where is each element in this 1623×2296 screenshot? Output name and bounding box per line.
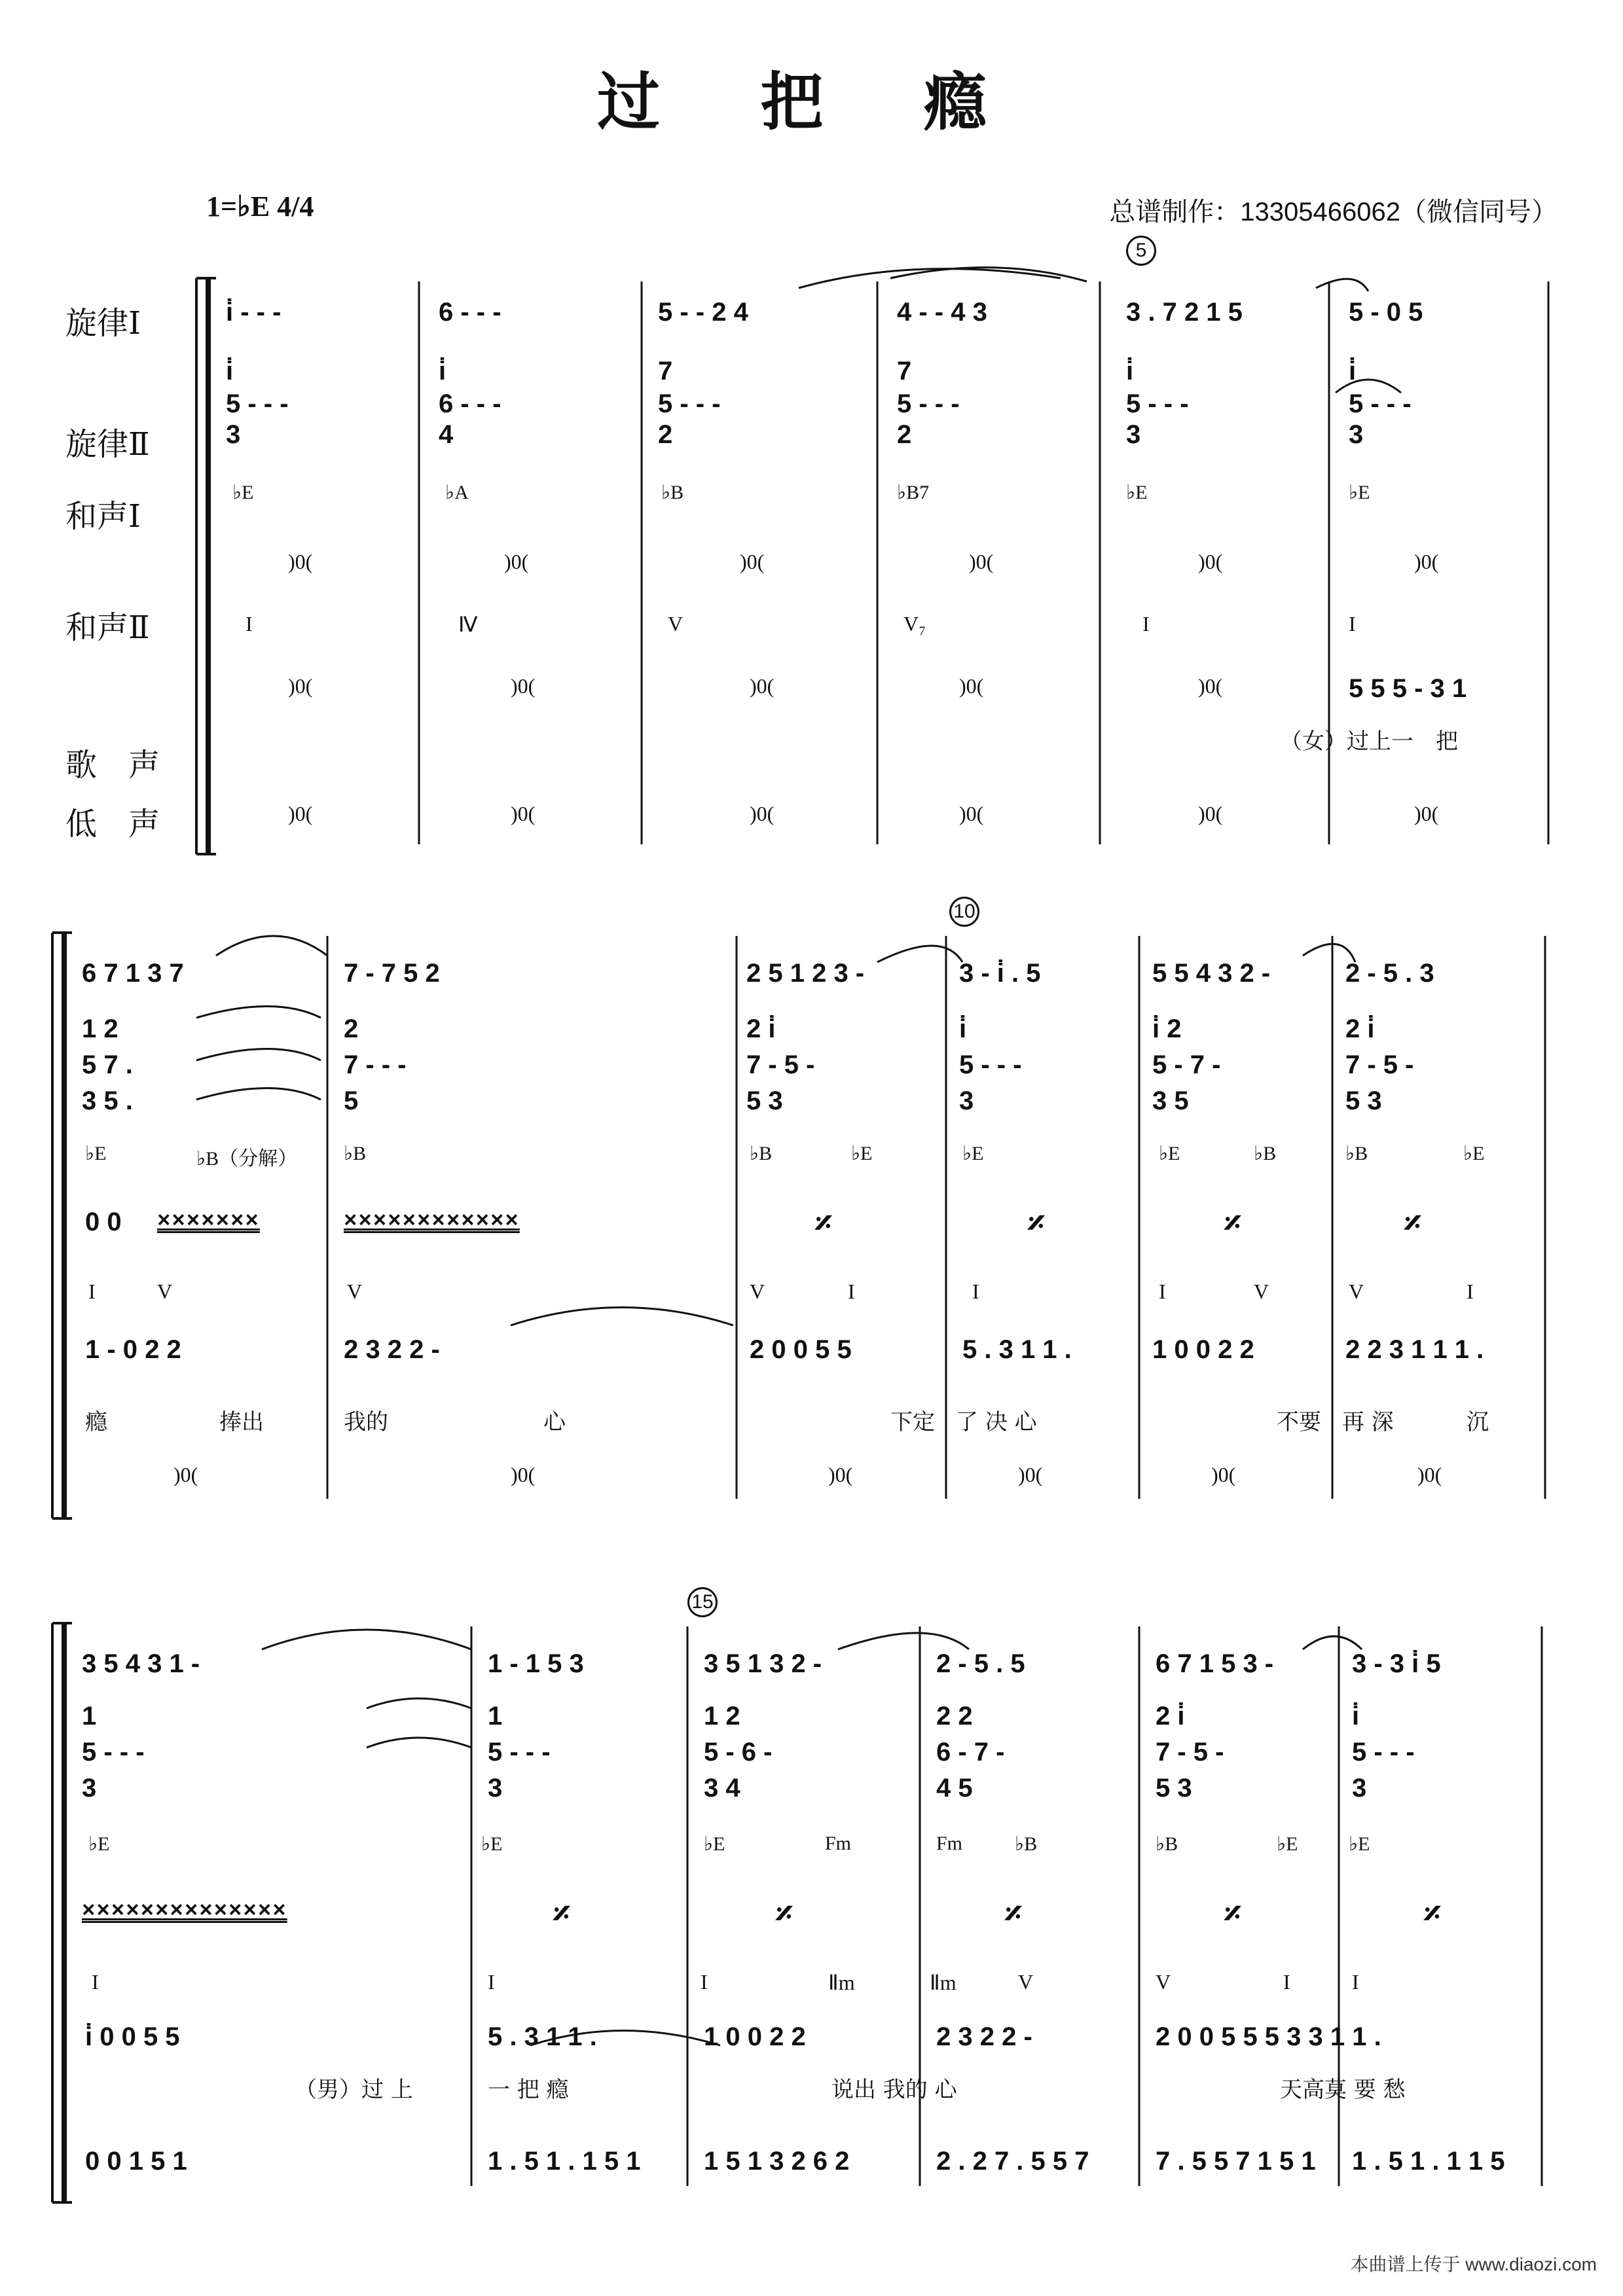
s2-m2-bot4: 3	[959, 1086, 974, 1115]
s3-bass-bar5: 7 . 5 5 7 1 5 1	[1156, 2147, 1316, 2176]
s1-m2-mid1: 5 - - -	[226, 389, 289, 418]
s1-m1-bar5: 3 . 7 2 1 5	[1126, 298, 1243, 327]
s3-chord3: ♭E	[704, 1833, 725, 1855]
s2-song-bar3: 2 0 0 5 5	[750, 1335, 852, 1364]
site-watermark: 本曲谱上传于 www.diaozi.com	[1350, 2254, 1597, 2274]
s2-roman9: V	[1349, 1280, 1364, 1303]
s2-roman8: V	[1254, 1280, 1269, 1303]
s3-m2-top6: i̇	[1352, 1702, 1360, 1731]
s2-h1-repeat4: 𝄎	[1404, 1204, 1421, 1244]
s2-roman4: V	[750, 1280, 765, 1303]
s3-chord4: Fm	[825, 1833, 852, 1854]
s2-chord4: ♭B	[750, 1143, 773, 1164]
s2-roman2: V	[157, 1280, 173, 1303]
s2-lyric7: 不要	[1277, 1409, 1321, 1435]
s2-lyric5: 下定	[890, 1409, 935, 1435]
s2-roman5: I	[848, 1280, 855, 1303]
s2-lyric8: 再 深	[1342, 1409, 1394, 1435]
s3-chord9: ♭E	[1349, 1833, 1370, 1855]
s2-m2-top2: 2	[344, 1014, 359, 1043]
s1-m2-bot6: 3	[1349, 420, 1364, 449]
s3-lyric4: 天高莫 要 愁	[1280, 2077, 1406, 2103]
s2-bass-rest4: )0(	[1018, 1463, 1043, 1486]
s2-m2-top5: i̇ 2	[1152, 1014, 1182, 1043]
s3-roman8: I	[1283, 1970, 1290, 1994]
s3-m1-bar2: 1 - 1 5 3	[488, 1649, 584, 1678]
s1-h2-rest4: )0(	[959, 674, 984, 698]
s3-roman9: I	[1352, 1970, 1359, 1994]
s2-song-bar4: 5 . 3 1 1 .	[962, 1335, 1072, 1364]
s2-h1-x2: ××××××××××××	[344, 1210, 520, 1234]
s3-m2-mid3: 5 - 6 -	[704, 1738, 773, 1767]
s2-m2-top4: i̇	[959, 1014, 967, 1043]
s3-m1-bar6: 3 - 3 i̇ 5	[1352, 1649, 1441, 1678]
s3-m2-mid6: 5 - - -	[1352, 1738, 1415, 1767]
s2-m1-bar3: 2 5 1 2 3 -	[746, 959, 865, 988]
s3-m1-bar1: 3 5 4 3 1 -	[82, 1649, 200, 1678]
s2-lyric6: 了 决 心	[956, 1409, 1037, 1435]
s2-m1-bar6: 2 - 5 . 3	[1345, 959, 1434, 988]
part-label-melody2: 旋律Ⅱ	[65, 426, 150, 463]
s2-lyric2: 捧出	[219, 1409, 264, 1435]
s1-m2-top6: i̇	[1349, 357, 1357, 386]
part-label-melody1: 旋律Ⅰ	[65, 305, 141, 342]
s1-m2-top5: i̇	[1126, 357, 1134, 386]
s2-roman7: I	[1159, 1280, 1166, 1303]
s3-h1-repeat3: 𝄎	[1005, 1895, 1022, 1934]
s1-m2-top3: 7	[658, 357, 673, 386]
s2-lyric3: 我的	[344, 1409, 388, 1435]
s1-m2-bot2: 4	[439, 420, 454, 449]
s2-chord3: ♭B	[344, 1143, 367, 1164]
s3-m2-mid4: 6 - 7 -	[936, 1738, 1005, 1767]
s2-bass-rest1: )0(	[173, 1463, 198, 1486]
s3-h1-x1: ××××××××××××××	[82, 1899, 287, 1924]
s2-chord7: ♭E	[1159, 1143, 1180, 1164]
s1-bass-rest3: )0(	[750, 802, 775, 825]
s2-m1-bar2: 7 - 7 5 2	[344, 959, 440, 988]
s2-bass-rest5: )0(	[1211, 1463, 1236, 1486]
s2-song-bar6: 2 2 3 1 1 1 .	[1345, 1335, 1484, 1364]
s1-roman4: V₇	[903, 612, 926, 636]
s2-chord1: ♭E	[85, 1143, 107, 1164]
s1-m2-bot3: 2	[658, 420, 673, 449]
s1-m2-bot5: 3	[1126, 420, 1141, 449]
s1-h1-rest1: )0(	[288, 550, 313, 573]
s3-m2-bot4: 4 5	[936, 1774, 973, 1803]
s3-h1-repeat1: 𝄎	[553, 1895, 570, 1934]
s1-bass-rest2: )0(	[511, 802, 536, 825]
s3-roman3: I	[701, 1970, 708, 1994]
s1-bass-rest4: )0(	[959, 802, 984, 825]
s2-song-bar1: 1 - 0 2 2	[85, 1335, 181, 1364]
s3-song-bar4: 2 3 2 2 -	[936, 2022, 1032, 2051]
s1-roman5: I	[1142, 612, 1150, 636]
s1-m2-top1: i̇	[226, 357, 234, 386]
s3-bass-bar6: 1 . 5 1 . 1 1 5	[1352, 2147, 1505, 2176]
s3-m2-top5: 2 i̇	[1156, 1702, 1185, 1731]
rehearsal-mark-5: 5	[1126, 236, 1156, 266]
s3-chord6: ♭B	[1015, 1833, 1038, 1855]
s3-bass-bar3: 1 5 1 3 2 6 2	[704, 2147, 850, 2176]
s1-h1-rest6: )0(	[1414, 550, 1439, 573]
credit-line: 总谱制作：13305466062（微信同号）	[1109, 198, 1558, 226]
s3-roman6: V	[1018, 1970, 1034, 1994]
s3-chord2: ♭E	[481, 1833, 503, 1855]
s1-m2-top2: i̇	[439, 357, 447, 386]
s3-m1-bar4: 2 - 5 . 5	[936, 1649, 1025, 1678]
s2-m1-bar1: 6 7 1 3 7	[82, 959, 184, 988]
s1-chord2: ♭A	[445, 482, 469, 503]
s1-m2-mid4: 5 - - -	[897, 389, 960, 418]
s3-roman7: V	[1156, 1970, 1171, 1994]
s2-roman3: V	[347, 1280, 363, 1303]
s3-m2-bot5: 5 3	[1156, 1774, 1192, 1803]
s2-h1-start: 0 0	[85, 1208, 122, 1236]
s2-roman6: I	[972, 1280, 979, 1303]
s1-bass-rest1: )0(	[288, 802, 313, 825]
s1-chord1: ♭E	[232, 482, 254, 503]
s3-m2-bot1: 3	[82, 1774, 97, 1803]
s2-m2-mid1: 5 7 .	[82, 1050, 133, 1079]
s1-bass-rest6: )0(	[1414, 802, 1439, 825]
s1-m1-bar3: 5 - - 2 4	[658, 298, 748, 327]
s3-lyric1: （男）过 上	[295, 2077, 413, 2103]
s3-m2-bot2: 3	[488, 1774, 503, 1803]
s1-roman6: I	[1349, 612, 1356, 636]
s1-bass-rest5: )0(	[1198, 802, 1223, 825]
s2-lyric4: 心	[543, 1409, 566, 1435]
s2-bass-rest6: )0(	[1417, 1463, 1442, 1486]
s2-m2-bot1: 3 5 .	[82, 1086, 133, 1115]
s2-chord8: ♭B	[1254, 1143, 1277, 1164]
s1-m2-mid3: 5 - - -	[658, 389, 721, 418]
s2-chord6: ♭E	[962, 1143, 984, 1164]
rehearsal-mark-15: 15	[687, 1587, 718, 1617]
s2-m1-bar5: 5 5 4 3 2 -	[1152, 959, 1271, 988]
s1-roman2: Ⅳ	[458, 613, 478, 636]
s2-h1-x1: ×××××××	[157, 1210, 260, 1234]
s1-h2-rest5: )0(	[1198, 674, 1223, 698]
s2-m2-mid5: 5 - 7 -	[1152, 1050, 1221, 1079]
s3-lyric2: 一 把 瘾	[488, 2077, 569, 2103]
s1-m1-bar1: i̇ - - -	[226, 298, 282, 327]
s3-chord8: ♭E	[1277, 1833, 1298, 1855]
s1-m2-bot4: 2	[897, 420, 912, 449]
s1-h1-rest5: )0(	[1198, 550, 1223, 573]
s1-h1-rest3: )0(	[740, 550, 765, 573]
s1-m2-mid5: 5 - - -	[1126, 389, 1189, 418]
s2-song-bar5: 1 0 0 2 2	[1152, 1335, 1254, 1364]
s1-chord3: ♭B	[661, 482, 684, 503]
s3-m2-mid5: 7 - 5 -	[1156, 1738, 1224, 1767]
s3-chord5: Fm	[936, 1833, 963, 1854]
s3-roman1: I	[92, 1970, 99, 1994]
s2-chord9: ♭B	[1345, 1143, 1368, 1164]
s2-h1-repeat2: 𝄎	[1028, 1204, 1045, 1244]
s1-h2-rest2: )0(	[511, 674, 536, 698]
s3-m2-mid1: 5 - - -	[82, 1738, 145, 1767]
s3-h1-repeat4: 𝄎	[1224, 1895, 1241, 1934]
s3-song-bar2: 5 . 3 1 1 .	[488, 2022, 597, 2051]
s3-m2-top4: 2 2	[936, 1702, 973, 1731]
s3-m2-mid2: 5 - - -	[488, 1738, 551, 1767]
key-signature: 1=♭E 4/4	[206, 190, 314, 223]
s2-chord10: ♭E	[1463, 1143, 1485, 1164]
s2-m2-top3: 2 i̇	[746, 1014, 776, 1043]
s3-bass-bar4: 2 . 2 7 . 5 5 7	[936, 2147, 1089, 2176]
s1-roman1: I	[246, 612, 253, 636]
s2-roman10: I	[1467, 1280, 1474, 1303]
s3-song-bar1: i̇ 0 0 5 5	[85, 2022, 180, 2051]
s2-bass-rest2: )0(	[511, 1463, 536, 1486]
s2-lyric1: 瘾	[85, 1409, 107, 1435]
s1-m2-mid6: 5 - - -	[1349, 389, 1412, 418]
s3-m1-bar5: 6 7 1 5 3 -	[1156, 1649, 1274, 1678]
rehearsal-mark-10: 10	[949, 897, 979, 927]
s2-h1-repeat1: 𝄎	[815, 1204, 832, 1244]
s2-chord5: ♭E	[851, 1143, 873, 1164]
s2-chord2: ♭B（分解）	[196, 1148, 298, 1170]
s2-lyric9: 沉	[1467, 1409, 1489, 1435]
s3-bass-bar1: 0 0 1 5 1	[85, 2147, 187, 2176]
s1-m1-bar4: 4 - - 4 3	[897, 298, 987, 327]
s3-song-bar5: 2 0 0 5 5 5 3 3 1 1 .	[1156, 2022, 1381, 2051]
s3-song-bar3: 1 0 0 2 2	[704, 2022, 806, 2051]
s1-h2-rest3: )0(	[750, 674, 775, 698]
part-label-harmony1: 和声Ⅰ	[65, 498, 141, 535]
s1-m2-bot1: 3	[226, 420, 241, 449]
s2-m2-bot3: 5 3	[746, 1086, 783, 1115]
s1-song-notes: 5 5 5 - 3 1	[1349, 674, 1467, 703]
s3-roman4: Ⅱm	[828, 1971, 855, 1994]
s3-h1-repeat2: 𝄎	[776, 1895, 793, 1934]
page-title: 过 把 瘾	[597, 65, 1026, 139]
s3-bass-bar2: 1 . 5 1 . 1 5 1	[488, 2147, 641, 2176]
s1-m1-bar2: 6 - - -	[439, 298, 501, 327]
s1-m1-bar6: 5 - 0 5	[1349, 298, 1423, 327]
part-label-harmony2: 和声Ⅱ	[65, 609, 150, 646]
part-label-song: 歌 声	[65, 747, 160, 783]
s2-m2-bot5: 3 5	[1152, 1086, 1189, 1115]
s2-bass-rest3: )0(	[828, 1463, 853, 1486]
s3-m2-top3: 1 2	[704, 1702, 740, 1731]
s1-chord6: ♭E	[1349, 482, 1370, 503]
s2-m2-mid6: 7 - 5 -	[1345, 1050, 1414, 1079]
s2-m1-bar4: 3 - i̇ . 5	[959, 959, 1041, 988]
s3-roman5: Ⅱm	[930, 1971, 957, 1994]
s3-roman2: I	[488, 1970, 495, 1994]
part-label-bass: 低 声	[65, 806, 160, 842]
s1-roman3: V	[668, 612, 684, 636]
s3-m1-bar3: 3 5 1 3 2 -	[704, 1649, 822, 1678]
s1-h1-rest2: )0(	[504, 550, 529, 573]
s3-h1-repeat5: 𝄎	[1424, 1895, 1441, 1934]
s2-song-bar2: 2 3 2 2 -	[344, 1335, 440, 1364]
s2-m2-bot2: 5	[344, 1086, 359, 1115]
s3-m2-top1: 1	[82, 1702, 97, 1731]
s1-song-lyric: （女）过上一 把	[1280, 728, 1458, 755]
s2-m2-top1: 1 2	[82, 1014, 119, 1043]
s2-m2-mid2: 7 - - -	[344, 1050, 407, 1079]
s3-lyric3: 说出 我的 心	[831, 2077, 957, 2103]
s1-h1-rest4: )0(	[969, 550, 994, 573]
s3-m2-bot6: 3	[1352, 1774, 1367, 1803]
s2-roman1: I	[88, 1280, 96, 1303]
s3-chord1: ♭E	[88, 1833, 110, 1855]
s2-m2-mid3: 7 - 5 -	[746, 1050, 815, 1079]
s1-chord5: ♭E	[1126, 482, 1148, 503]
s2-m2-mid4: 5 - - -	[959, 1050, 1022, 1079]
s3-m2-bot3: 3 4	[704, 1774, 740, 1803]
s2-h1-repeat3: 𝄎	[1224, 1204, 1241, 1244]
s2-m2-top6: 2 i̇	[1345, 1014, 1375, 1043]
s1-h2-rest1: )0(	[288, 674, 313, 698]
s1-chord4: ♭B7	[897, 482, 930, 503]
s3-chord7: ♭B	[1156, 1833, 1178, 1855]
s2-m2-bot6: 5 3	[1345, 1086, 1382, 1115]
s1-m2-top4: 7	[897, 357, 912, 386]
s3-m2-top2: 1	[488, 1702, 503, 1731]
s1-m2-mid2: 6 - - -	[439, 389, 501, 418]
